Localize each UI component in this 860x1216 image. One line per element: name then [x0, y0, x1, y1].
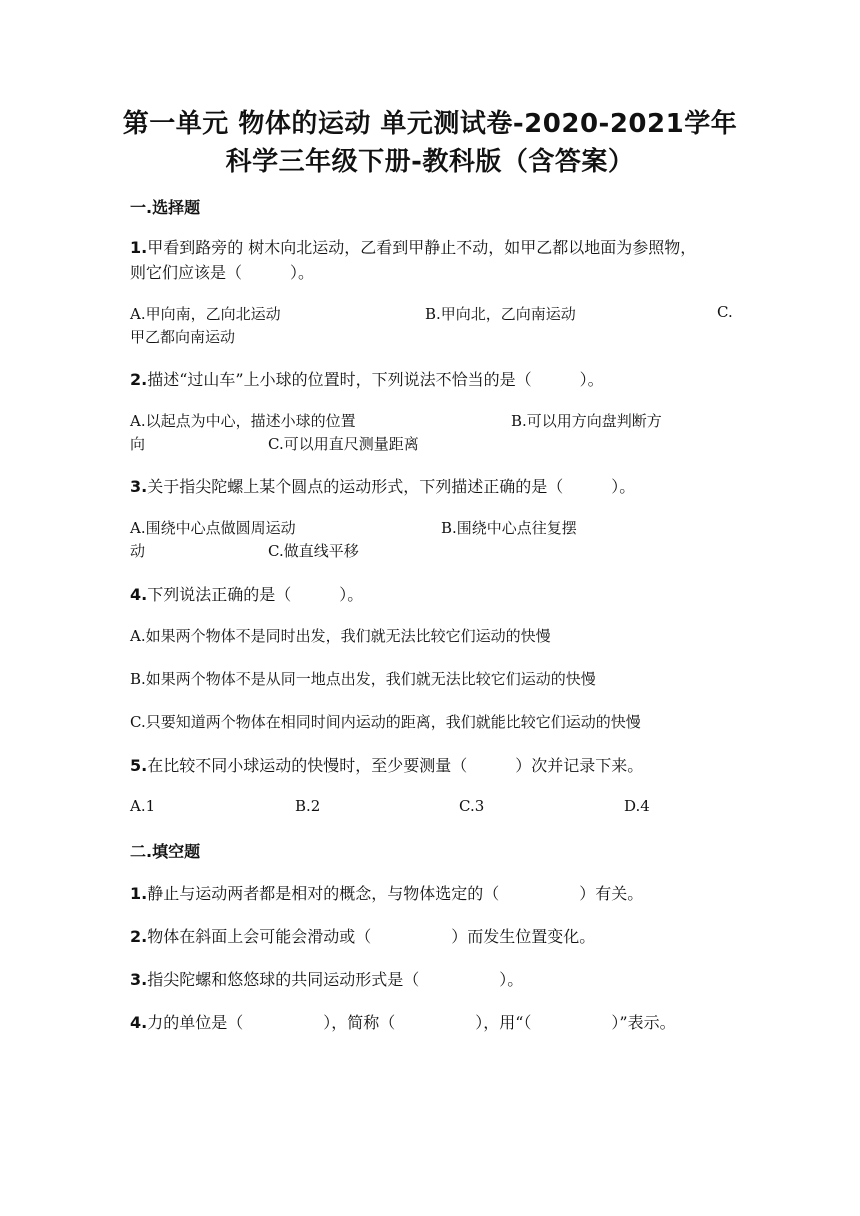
- question-2-number: 2.: [130, 370, 148, 389]
- fill-question-1-text: 静止与运动两者都是相对的概念，与物体选定的（ ）有关。: [147, 884, 644, 903]
- question-1-text: 甲看到路旁的 树木向北运动，乙看到甲静止不动，如甲乙都以地面为参照物，: [147, 238, 697, 257]
- question-1-line2: 则它们应该是（ ）。: [130, 263, 315, 282]
- question-1-line1: [130, 235, 696, 258]
- fill-question-4-text: 力的单位是（ ），简称（ ），用“（ ）”表示。: [147, 1013, 676, 1032]
- question-1-option-b: B.甲向北，乙向南运动: [425, 305, 576, 323]
- question-4-option-c: C.只要知道两个物体在相同时间内运动的距离，我们就能比较它们运动的快慢: [130, 713, 641, 731]
- question-3-option-a: A.围绕中心点做圆周运动: [130, 519, 296, 537]
- section-heading-fill: 二.填空题: [130, 842, 201, 861]
- question-5-option-b: B.2: [295, 797, 321, 815]
- question-4-number: 4.: [130, 585, 148, 604]
- question-4: [130, 582, 363, 605]
- question-4-text: 下列说法正确的是（ ）。: [147, 585, 364, 604]
- fill-question-4-number: 4.: [130, 1013, 148, 1032]
- fill-question-3-text: 指尖陀螺和悠悠球的共同运动形式是（ ）。: [147, 970, 524, 989]
- question-5-text: 在比较不同小球运动的快慢时，至少要测量（ ）次并记录下来。: [147, 756, 644, 775]
- question-3-number: 3.: [130, 477, 148, 496]
- fill-question-4: [130, 1010, 676, 1033]
- question-2-text: 描述“过山车”上小球的位置时，下列说法不恰当的是（ ）。: [147, 370, 604, 389]
- fill-question-3-number: 3.: [130, 970, 148, 989]
- fill-question-2-number: 2.: [130, 927, 148, 946]
- page-title-line2: 科学三年级下册-教科版（含答案）: [225, 147, 635, 177]
- fill-question-3: [130, 967, 523, 990]
- question-2-option-b-continued: 向: [130, 435, 146, 453]
- question-3-option-b: B.围绕中心点往复摆: [441, 519, 577, 537]
- fill-question-2: [130, 924, 595, 947]
- question-1-option-c-prefix: C.: [717, 303, 733, 321]
- fill-question-1: [130, 881, 643, 904]
- question-1-number: 1.: [130, 238, 148, 257]
- question-3-text: 关于指尖陀螺上某个圆点的运动形式，下列描述正确的是（ ）。: [147, 477, 636, 496]
- question-3-option-c: C.做直线平移: [268, 542, 359, 560]
- question-5-option-a: A.1: [130, 797, 156, 815]
- question-1-option-a: A.甲向南，乙向北运动: [130, 305, 281, 323]
- section-heading-choice: 一.选择题: [130, 198, 201, 217]
- question-2-option-c: C.可以用直尺测量距离: [268, 435, 419, 453]
- question-2: [130, 367, 604, 390]
- question-2-option-a: A.以起点为中心，描述小球的位置: [130, 412, 356, 430]
- question-5-number: 5.: [130, 756, 148, 775]
- question-1-option-c-text: 甲乙都向南运动: [130, 328, 236, 346]
- question-5-option-c: C.3: [459, 797, 485, 815]
- fill-question-1-number: 1.: [130, 884, 148, 903]
- question-5: [130, 753, 643, 776]
- question-2-option-b: B.可以用方向盘判断方: [511, 412, 662, 430]
- page-title-line1: 第一单元 物体的运动 单元测试卷-2020-2021学年: [122, 109, 738, 139]
- question-5-option-d: D.4: [624, 797, 650, 815]
- question-4-option-a: A.如果两个物体不是同时出发，我们就无法比较它们运动的快慢: [130, 627, 551, 645]
- question-3: [130, 474, 635, 497]
- question-3-option-b-continued: 动: [130, 542, 146, 560]
- fill-question-2-text: 物体在斜面上会可能会滑动或（ ）而发生位置变化。: [147, 927, 596, 946]
- question-4-option-b: B.如果两个物体不是从同一地点出发，我们就无法比较它们运动的快慢: [130, 670, 596, 688]
